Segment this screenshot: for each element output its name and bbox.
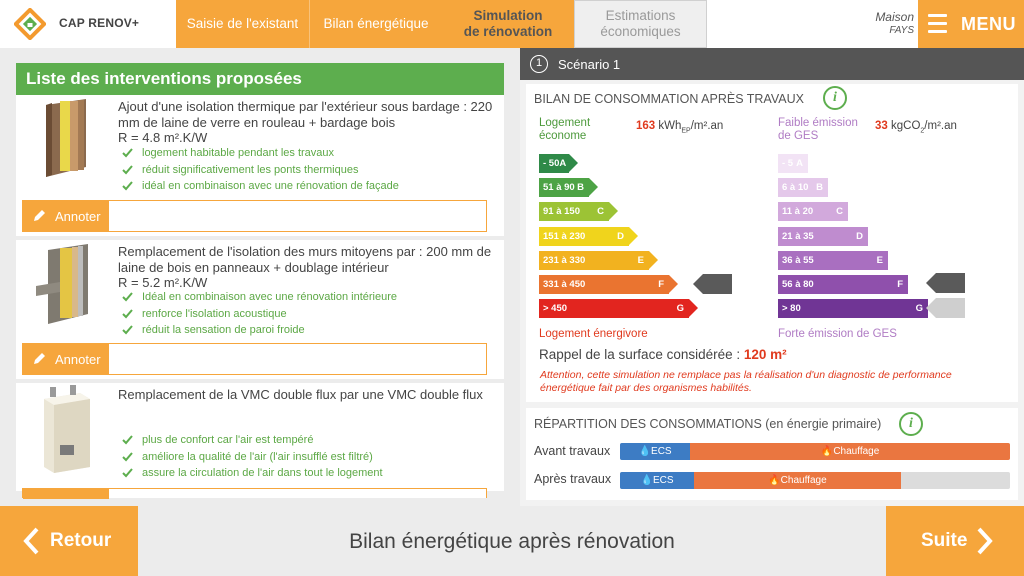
ges-number: 33	[875, 120, 888, 132]
ecs-label: ECS	[652, 475, 674, 486]
annotate-button[interactable]	[23, 201, 109, 231]
water-drop-icon: 💧	[638, 446, 652, 457]
energy-unit-sub: EP	[681, 127, 691, 135]
energy-class-range: 91 à 150	[543, 206, 580, 218]
ges-class-bar	[778, 251, 888, 270]
energy-class-bar	[539, 178, 589, 197]
intervention-item[interactable]	[16, 95, 504, 236]
benefit-item	[122, 162, 399, 179]
next-button[interactable]	[886, 506, 1024, 576]
ges-class-letter: B	[816, 182, 823, 194]
repartition-title: RÉPARTITION DES CONSOMMATIONS (en énergie primaire)	[534, 417, 882, 431]
energy-class-letter: C	[597, 206, 604, 218]
house-name: FAYS	[889, 25, 914, 36]
tab-saisie-existant[interactable]	[176, 0, 310, 48]
ges-class-range: 56 à 80	[782, 279, 814, 290]
energy-class-bar	[539, 275, 669, 294]
energy-unit: kWh	[655, 120, 682, 132]
benefit-item	[122, 465, 383, 482]
check-icon	[122, 468, 133, 478]
energy-class-letter: E	[637, 254, 644, 266]
menu-button[interactable]	[918, 0, 1024, 48]
interventions-panel[interactable]	[0, 48, 520, 506]
tab-label: Simulation de rénovation	[463, 8, 553, 39]
ges-class-letter: A	[796, 158, 803, 169]
tab-simulation-renovation[interactable]	[442, 0, 574, 48]
ges-unit-end: /m².an	[924, 120, 957, 132]
intervention-item[interactable]	[16, 240, 504, 379]
energy-current-class-marker	[693, 274, 732, 294]
flame-icon: 🔥	[820, 446, 834, 457]
app-logo[interactable]	[0, 0, 176, 48]
flame-icon: 🔥	[768, 475, 781, 486]
ges-previous-class-marker	[926, 298, 965, 318]
benefit-item	[122, 178, 399, 195]
energy-class-arrow	[629, 227, 638, 245]
top-bar	[0, 0, 1024, 48]
energy-class-arrow	[689, 299, 698, 317]
vmc-unit-image	[30, 385, 102, 473]
energy-class-letter: D	[617, 230, 624, 242]
benefit-item	[122, 432, 383, 449]
benefit-text: renforce l'isolation acoustique	[142, 307, 287, 320]
benefit-list	[122, 289, 397, 339]
chevron-right-icon	[976, 526, 994, 556]
annotate-label: Annoter	[55, 352, 101, 367]
ges-class-letter: E	[876, 254, 883, 266]
tab-label: Saisie de l'existant	[186, 16, 299, 31]
ges-class-bar	[778, 227, 868, 246]
energy-class-arrow	[569, 154, 578, 172]
benefit-text: Idéal en combinaison avec une rénovation intérieure	[142, 291, 397, 303]
consumption-bar-before	[620, 443, 1010, 460]
benefit-list	[122, 145, 399, 195]
chauffage-segment	[694, 472, 901, 489]
benefit-text: plus de confort car l'air est tempéré	[142, 434, 314, 446]
chauffage-label: Chauffage	[833, 446, 880, 457]
chauffage-segment	[690, 443, 1010, 460]
scenario-bar[interactable]	[520, 48, 1024, 80]
check-icon	[122, 435, 133, 445]
ges-class-bar	[778, 178, 828, 197]
repartition-section	[526, 408, 1018, 500]
check-icon	[122, 325, 133, 335]
annotate-field[interactable]	[22, 488, 487, 498]
ges-class-letter: C	[836, 206, 843, 218]
benefit-text: réduit la sensation de paroi froide	[142, 324, 305, 336]
chevron-left-icon	[22, 526, 40, 556]
benefit-text: réduit significativement les ponts thermiques	[142, 163, 359, 176]
benefit-text: logement habitable pendant les travaux	[142, 147, 335, 159]
energy-class-letter: F	[658, 279, 664, 290]
simulation-warning: Attention, cette simulation ne remplace pas la réalisation d'un diagnostic de performance énergétique fait par des organismes habilités.	[540, 369, 952, 394]
ges-unit: kgCO	[887, 120, 921, 132]
ges-bottom-label: Forte émission de GES	[778, 328, 897, 340]
energy-class-range: 331 à 450	[543, 279, 586, 290]
row-label-before: Avant travaux	[534, 444, 611, 458]
energy-class-bar	[539, 202, 609, 221]
benefit-list	[122, 432, 383, 482]
ges-unit-sub: 2	[920, 127, 925, 135]
tab-estimations-economiques[interactable]	[574, 0, 707, 48]
back-label: Retour	[50, 530, 112, 551]
energy-class-range: 151 à 230	[543, 230, 586, 242]
annotate-button[interactable]	[23, 489, 109, 499]
benefit-item	[122, 145, 399, 162]
party-wall-insulation-image	[30, 242, 102, 330]
benefit-item	[122, 322, 397, 339]
ges-class-range: 21 à 35	[782, 230, 814, 242]
ges-class-range: > 80	[782, 303, 801, 315]
intervention-title: Remplacement de la VMC double flux par une VMC double flux	[118, 387, 483, 402]
energy-class-letter: G	[676, 303, 684, 315]
house-info	[840, 11, 914, 37]
energy-class-letter: B	[577, 182, 584, 194]
next-label: Suite	[921, 530, 968, 551]
ges-class-bar	[778, 299, 928, 318]
intervention-title: Remplacement de l'isolation des murs mitoyens par : 200 mm de laine de bois en panneaux + doublage intérieur R = 5.2 m².K/W	[118, 244, 492, 290]
energy-value	[636, 120, 723, 134]
scenario-label: Scénario 1	[558, 57, 621, 72]
ecs-label: ECS	[651, 446, 672, 457]
energy-number: 163	[636, 120, 656, 132]
energy-class-range: 231 à 330	[543, 254, 586, 266]
check-icon	[122, 292, 133, 302]
ges-class-range: 11 à 20	[782, 206, 814, 218]
bilan-section	[526, 84, 1018, 402]
ges-class-bar	[778, 275, 908, 294]
wall-insulation-exterior-image	[30, 97, 102, 185]
check-icon	[122, 452, 133, 462]
check-icon	[122, 165, 133, 175]
energy-class-range: - 50A	[543, 158, 567, 169]
bottom-bar	[0, 506, 1024, 576]
chauffage-label: Chauffage	[780, 475, 827, 486]
ges-class-range: 6 à 10	[782, 182, 809, 194]
tab-label: Bilan énergétique	[323, 16, 429, 31]
app-name: CAP RENOV+	[59, 16, 140, 30]
ges-current-class-marker	[926, 273, 965, 293]
annotate-button[interactable]	[23, 344, 109, 374]
benefit-text: assure la circulation de l'air dans tout le logement	[142, 467, 383, 479]
surface-value: 120 m²	[743, 347, 787, 362]
pencil-icon	[32, 209, 47, 223]
energy-class-bar	[539, 227, 629, 246]
intervention-item[interactable]	[16, 383, 504, 491]
menu-label: MENU	[961, 14, 1016, 34]
intervention-title: Ajout d'une isolation thermique par l'extérieur sous bardage : 220 mm de laine de verre en rouleau + bardage bois R = 4.8 m².K/W	[118, 99, 493, 145]
consumption-bar-after	[620, 472, 1010, 489]
ges-class-bar	[778, 154, 808, 173]
annotate-label: Annoter	[55, 209, 101, 224]
results-panel	[520, 48, 1024, 506]
check-icon	[122, 309, 133, 319]
pencil-icon	[32, 352, 47, 366]
energy-class-arrow	[649, 251, 658, 269]
benefit-item	[122, 306, 397, 323]
row-label-after: Après travaux	[534, 472, 612, 486]
energy-class-bar	[539, 251, 649, 270]
energy-class-range: > 450	[543, 303, 568, 315]
tab-bilan-energetique[interactable]	[310, 0, 442, 48]
ges-class-range: 36 à 55	[782, 254, 814, 266]
ecs-segment	[620, 472, 694, 489]
tab-label: Estimations économiques	[600, 8, 681, 39]
info-icon[interactable]: i	[899, 412, 923, 436]
ecs-segment	[620, 443, 690, 460]
house-type: Maison	[875, 10, 914, 24]
hamburger-icon	[928, 14, 947, 34]
annotate-field[interactable]	[22, 343, 487, 375]
scenario-number-badge: 1	[530, 55, 548, 73]
energy-unit-end: /m².an	[690, 120, 724, 132]
bilan-title: BILAN DE CONSOMMATION APRÈS TRAVAUX	[534, 92, 804, 106]
energy-class-range: 51 à 90	[543, 182, 575, 194]
benefit-item	[122, 289, 397, 306]
ges-class-range: - 5	[782, 158, 794, 169]
surface-reminder	[539, 347, 787, 362]
energy-class-arrow	[609, 202, 618, 220]
page-title: Bilan énergétique après rénovation	[349, 530, 675, 553]
energy-class-arrow	[669, 275, 678, 293]
ges-class-letter: F	[897, 279, 903, 290]
energy-bottom-label: Logement énergivore	[539, 328, 648, 340]
energy-class-bar	[539, 154, 569, 173]
check-icon	[122, 181, 133, 191]
energy-top-label: Logement économe	[539, 117, 591, 142]
benefit-text: améliore la qualité de l'air (l'air insufflé est filtré)	[142, 450, 373, 463]
interventions-title: Liste des interventions proposées	[16, 63, 504, 95]
check-icon	[122, 148, 133, 158]
ges-value	[875, 120, 957, 134]
surface-label: Rappel de la surface considérée :	[539, 347, 744, 362]
energy-class-arrow	[589, 178, 598, 196]
info-icon[interactable]: i	[823, 86, 847, 110]
energy-class-bar	[539, 299, 689, 318]
ges-class-letter: D	[856, 230, 863, 242]
ges-top-label: Faible émission de GES	[778, 117, 858, 142]
house-logo-icon	[14, 8, 46, 40]
benefit-text: idéal en combinaison avec une rénovation de façade	[142, 180, 399, 192]
back-button[interactable]	[0, 506, 138, 576]
annotate-field[interactable]	[22, 200, 487, 232]
ges-class-bar	[778, 202, 848, 221]
ges-class-letter: G	[915, 303, 923, 315]
benefit-item	[122, 449, 383, 466]
water-drop-icon: 💧	[640, 475, 653, 486]
